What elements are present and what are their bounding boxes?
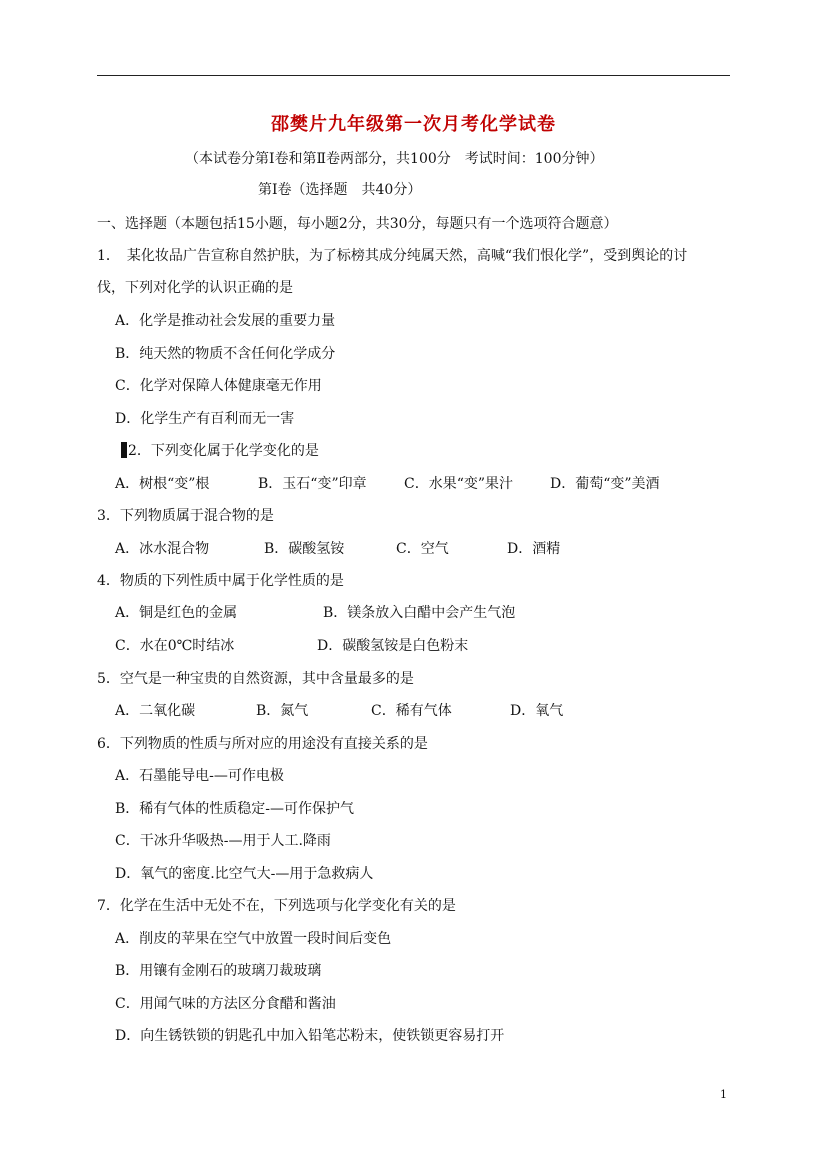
q1-stem-line2: 伐，下列对化学的认识正确的是 <box>97 280 293 296</box>
exam-title: 邵樊片九年级第一次月考化学试卷 <box>271 114 556 135</box>
q4-option-d: D．碳酸氢铵是白色粉末 <box>317 638 469 654</box>
q1-option-a: A．化学是推动社会发展的重要力量 <box>115 313 336 329</box>
q7-option-c: C．用闻气味的方法区分食醋和酱油 <box>115 996 336 1012</box>
q3-option-b: B．碳酸氢铵 <box>264 541 345 557</box>
q7-stem: 7．化学在生活中无处不在，下列选项与化学变化有关的是 <box>97 898 456 914</box>
q3-option-d: D．酒精 <box>507 541 561 557</box>
q4-option-b: B．镁条放入白醋中会产生气泡 <box>323 605 516 621</box>
q5-option-a: A．二氧化碳 <box>115 703 196 719</box>
part-one-heading: 第Ⅰ卷（选择题 共40分） <box>258 182 422 198</box>
q5-option-d: D．氧气 <box>510 703 564 719</box>
q1-option-d: D．化学生产有百利而无一害 <box>115 411 295 427</box>
q4-option-a: A．铜是红色的金属 <box>115 605 238 621</box>
q5-option-c: C．稀有气体 <box>371 703 452 719</box>
q2-stem-row <box>121 442 319 460</box>
section-heading: 一、选择题（本题包括15小题，每小题2分，共30分，每题只有一个选项符合题意） <box>97 216 618 232</box>
q3-option-c: C．空气 <box>396 541 449 557</box>
q4-option-c: C．水在0℃时结冰 <box>115 638 235 654</box>
q6-option-a: A．石墨能导电-—可作电极 <box>115 768 284 784</box>
q1-option-c: C．化学对保障人体健康毫无作用 <box>115 378 322 394</box>
q6-option-b: B．稀有气体的性质稳定-—可作保护气 <box>115 801 355 817</box>
exam-subtitle: （本试卷分第Ⅰ卷和第Ⅱ卷两部分，共100分 考试时间：100分钟） <box>185 151 604 167</box>
q6-stem: 6．下列物质的性质与所对应的用途没有直接关系的是 <box>97 736 428 752</box>
q1-stem-line1: 1． 某化妆品广告宣称自然护肤，为了标榜其成分纯属天然，高喊“我们恨化学”，受到舆论的讨 <box>97 248 688 264</box>
q2-option-c: C．水果“变”果汁 <box>404 476 514 492</box>
q7-option-a: A．削皮的苹果在空气中放置一段时间后变色 <box>115 931 392 947</box>
q7-option-b: B．用镶有金刚石的玻璃刀裁玻璃 <box>115 963 322 979</box>
q3-option-a: A．冰水混合物 <box>115 541 210 557</box>
q3-stem: 3．下列物质属于混合物的是 <box>97 508 274 524</box>
header-rule <box>97 75 730 76</box>
page-number: 1 <box>720 1088 727 1101</box>
q1-option-b: B．纯天然的物质不含任何化学成分 <box>115 346 336 362</box>
q2-option-a: A．树根“变”根 <box>115 476 210 492</box>
q2-stem: 2．下列变化属于化学变化的是 <box>128 443 319 459</box>
q5-option-b: B．氮气 <box>256 703 309 719</box>
q5-stem: 5．空气是一种宝贵的自然资源，其中含量最多的是 <box>97 671 414 687</box>
black-marker-icon <box>121 442 127 458</box>
q6-option-d: D．氧气的密度.比空气大-—用于急救病人 <box>115 866 374 882</box>
q7-option-d: D．向生锈铁锁的钥匙孔中加入铅笔芯粉末，使铁锁更容易打开 <box>115 1028 505 1044</box>
q2-option-d: D．葡萄“变”美酒 <box>550 476 660 492</box>
q2-option-b: B．玉石“变”印章 <box>258 476 367 492</box>
q6-option-c: C．干冰升华吸热-—用于人工.降雨 <box>115 833 331 849</box>
q4-stem: 4．物质的下列性质中属于化学性质的是 <box>97 573 344 589</box>
